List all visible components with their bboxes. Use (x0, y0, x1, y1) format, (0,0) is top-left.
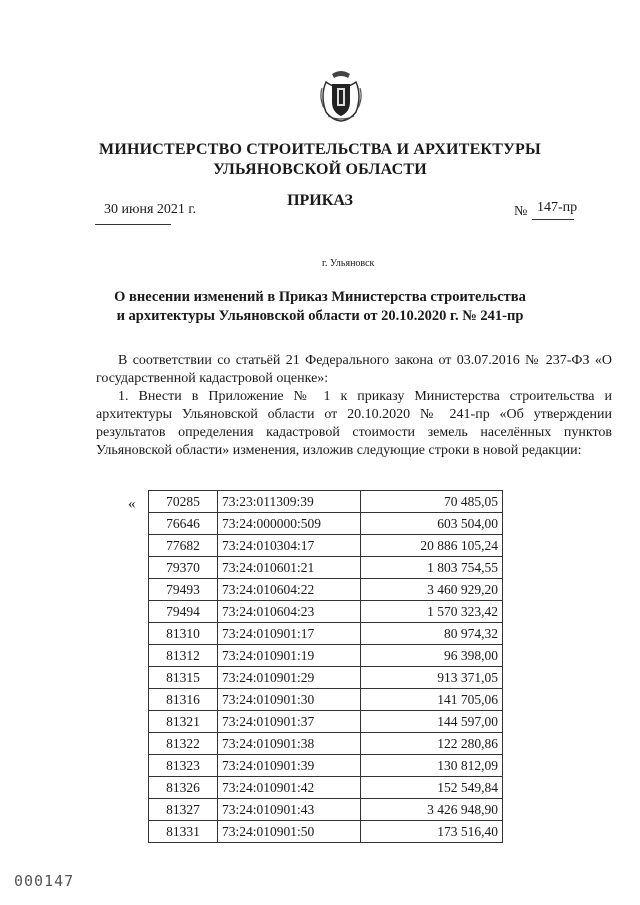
cadastral-number-cell: 73:24:010601:21 (218, 557, 361, 579)
cadastral-value-cell: 603 504,00 (361, 513, 503, 535)
row-id-cell: 81322 (149, 733, 218, 755)
row-id-cell: 79493 (149, 579, 218, 601)
cadastral-number-cell: 73:24:010901:50 (218, 821, 361, 843)
table-row (149, 601, 503, 623)
document-type: ПРИКАЗ (287, 192, 353, 209)
cadastral-value-cell: 3 460 929,20 (361, 579, 503, 601)
cadastral-number-cell: 73:24:000000:509 (218, 513, 361, 535)
table-row (149, 755, 503, 777)
cadastral-value-cell: 1 803 754,55 (361, 557, 503, 579)
cadastral-value-cell: 173 516,40 (361, 821, 503, 843)
table-row (149, 491, 503, 513)
table-row (149, 579, 503, 601)
body-paragraph-1: В соответствии со статьёй 21 Федерального закона от 03.07.2016 № 237-ФЗ «О государственной кадастровой оценке»: (96, 353, 612, 386)
table-row (149, 733, 503, 755)
cadastral-value-cell: 913 371,05 (361, 667, 503, 689)
row-id-cell: 81331 (149, 821, 218, 843)
row-id-cell: 81327 (149, 799, 218, 821)
row-id-cell: 81310 (149, 623, 218, 645)
cadastral-number-cell: 73:24:010901:37 (218, 711, 361, 733)
cadastral-value-cell: 130 812,09 (361, 755, 503, 777)
table-row (149, 557, 503, 579)
cadastral-table (148, 490, 503, 843)
cadastral-number-cell: 73:24:010901:19 (218, 645, 361, 667)
cadastral-number-cell: 73:24:010901:42 (218, 777, 361, 799)
date-underline (95, 224, 171, 225)
subject-line-1: О внесении изменений в Приказ Министерства строительства (114, 289, 526, 305)
number-underline (532, 219, 574, 220)
cadastral-number-cell: 73:24:010901:17 (218, 623, 361, 645)
page-stamp: 000147 (14, 872, 75, 890)
row-id-cell: 81316 (149, 689, 218, 711)
cadastral-number-cell: 73:24:010901:38 (218, 733, 361, 755)
cadastral-value-cell: 152 549,84 (361, 777, 503, 799)
opening-quote: « (128, 496, 136, 512)
cadastral-value-cell: 122 280,86 (361, 733, 503, 755)
subject-line-2: и архитектуры Ульяновской области от 20.10.2020 г. № 241-пр (116, 308, 524, 324)
table-row (149, 513, 503, 535)
table-row (149, 623, 503, 645)
cadastral-value-cell: 141 705,06 (361, 689, 503, 711)
row-id-cell: 77682 (149, 535, 218, 557)
cadastral-number-cell: 73:24:010604:22 (218, 579, 361, 601)
cadastral-value-cell: 70 485,05 (361, 491, 503, 513)
row-id-cell: 81312 (149, 645, 218, 667)
table-row (149, 799, 503, 821)
cadastral-number-cell: 73:24:010901:30 (218, 689, 361, 711)
cadastral-value-cell: 144 597,00 (361, 711, 503, 733)
ministry-line-1: МИНИСТЕРСТВО СТРОИТЕЛЬСТВА И АРХИТЕКТУРЫ (99, 141, 541, 158)
city: г. Ульяновск (322, 258, 375, 269)
table-row (149, 667, 503, 689)
row-id-cell: 81326 (149, 777, 218, 799)
ministry-name (0, 140, 640, 180)
row-id-cell: 79370 (149, 557, 218, 579)
cadastral-value-cell: 1 570 323,42 (361, 601, 503, 623)
order-subject (0, 288, 640, 326)
table-row (149, 645, 503, 667)
body-paragraph-2: 1. Внести в Приложение № 1 к приказу Министерства строительства и архитектуры Ульяновской области от 20.10.2020 № 241-пр «Об утверждении результатов определения кадастровой стоимости земель населённых пунктов Ульяновской области» изменения, изложив следующие строки в новой редакции: (96, 389, 612, 458)
number-sign: № (514, 204, 528, 219)
order-date: 30 июня 2021 г. (104, 202, 197, 217)
cadastral-value-cell: 80 974,32 (361, 623, 503, 645)
row-id-cell: 81323 (149, 755, 218, 777)
cadastral-value-cell: 96 398,00 (361, 645, 503, 667)
cadastral-value-cell: 3 426 948,90 (361, 799, 503, 821)
table-row (149, 777, 503, 799)
ministry-line-2: УЛЬЯНОВСКОЙ ОБЛАСТИ (213, 161, 427, 178)
table-row (149, 689, 503, 711)
row-id-cell: 79494 (149, 601, 218, 623)
row-id-cell: 76646 (149, 513, 218, 535)
cadastral-number-cell: 73:24:010901:39 (218, 755, 361, 777)
row-id-cell: 70285 (149, 491, 218, 513)
table-row (149, 711, 503, 733)
cadastral-number-cell: 73:24:010901:43 (218, 799, 361, 821)
row-id-cell: 81315 (149, 667, 218, 689)
cadastral-number-cell: 73:24:010604:23 (218, 601, 361, 623)
order-number: 147-пр (537, 200, 578, 215)
cadastral-number-cell: 73:24:010304:17 (218, 535, 361, 557)
table-row (149, 821, 503, 843)
row-id-cell: 81321 (149, 711, 218, 733)
cadastral-value-cell: 20 886 105,24 (361, 535, 503, 557)
cadastral-number-cell: 73:24:010901:29 (218, 667, 361, 689)
coat-of-arms-icon (318, 68, 364, 122)
cadastral-number-cell: 73:23:011309:39 (218, 491, 361, 513)
table-row (149, 535, 503, 557)
